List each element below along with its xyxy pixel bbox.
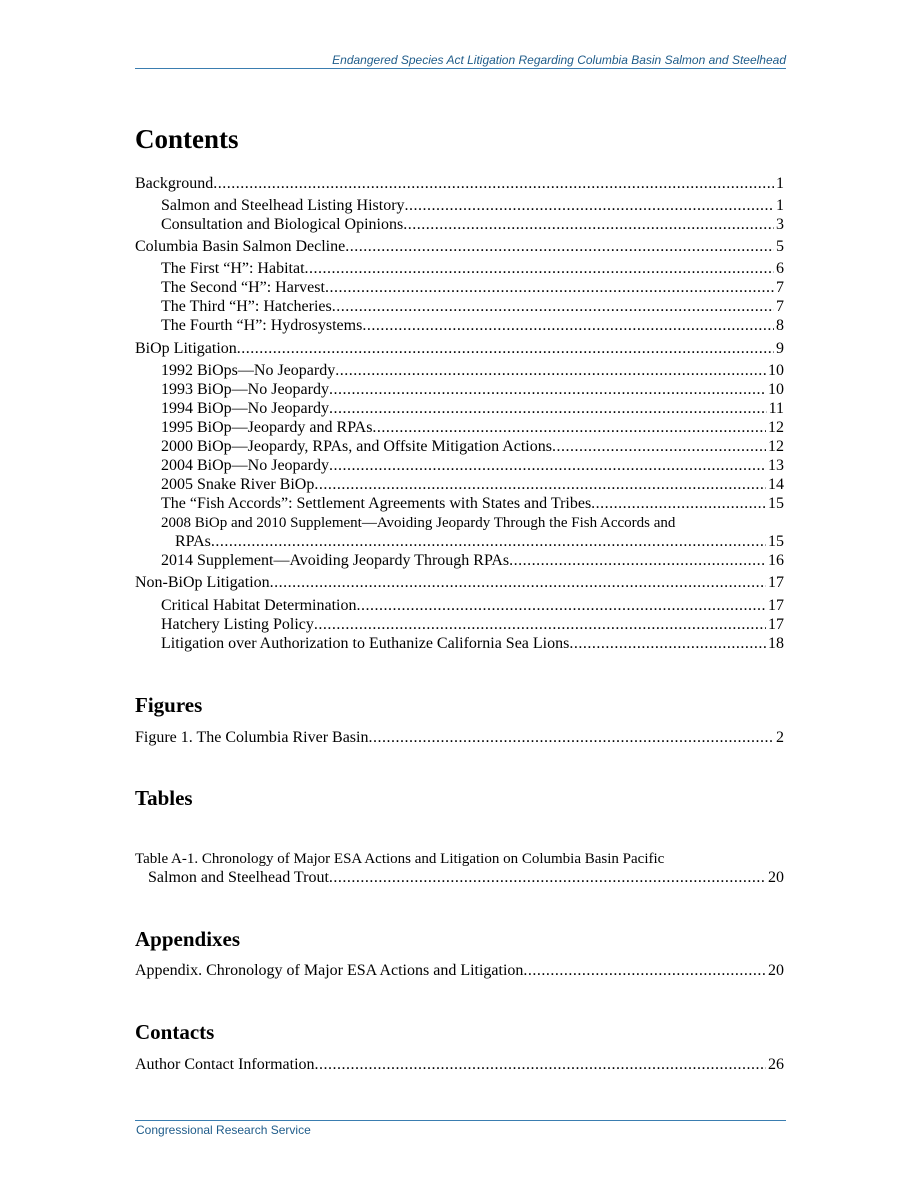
dot-leader bbox=[368, 729, 774, 747]
dot-leader bbox=[329, 457, 766, 475]
dot-leader bbox=[329, 400, 767, 418]
dot-leader bbox=[314, 616, 766, 634]
toc-label: BiOp Litigation bbox=[135, 340, 237, 357]
toc-entry-1994[interactable] bbox=[161, 400, 784, 419]
toc-entry-hydrosystems[interactable] bbox=[161, 317, 784, 336]
dot-leader bbox=[314, 476, 766, 494]
toc-entry-fish-accords[interactable] bbox=[161, 495, 784, 514]
toc-entry-2005[interactable] bbox=[161, 476, 784, 495]
toc-page: 17 bbox=[768, 597, 784, 614]
toc-label: RPAs bbox=[175, 533, 211, 550]
dot-leader bbox=[372, 419, 766, 437]
toc-entry-habitat[interactable] bbox=[161, 260, 784, 279]
toc-label: Litigation over Authorization to Euthanize California Sea Lions bbox=[161, 635, 570, 652]
toc-page: 20 bbox=[768, 962, 784, 979]
dot-leader bbox=[211, 533, 766, 551]
toc-entry-hatchery-policy[interactable] bbox=[161, 616, 784, 635]
toc-page: 9 bbox=[776, 340, 784, 357]
dot-leader bbox=[325, 279, 774, 297]
toc-page: 15 bbox=[768, 495, 784, 512]
toc-entry-1992[interactable] bbox=[161, 362, 784, 381]
toc-page: 13 bbox=[768, 457, 784, 474]
toc-page: 11 bbox=[768, 400, 784, 417]
appendixes-heading: Appendixes bbox=[135, 927, 241, 951]
toc-label: Author Contact Information bbox=[135, 1056, 315, 1073]
toc-label: Background bbox=[135, 175, 214, 192]
table-entry-a1-line1[interactable]: Table A-1. Chronology of Major ESA Actions and Litigation on Columbia Basin Pacific bbox=[135, 851, 665, 867]
toc-entry-2000[interactable] bbox=[161, 438, 784, 457]
toc-label: Salmon and Steelhead Trout bbox=[148, 869, 329, 886]
toc-page: 17 bbox=[768, 574, 784, 591]
toc-entry-non-biop[interactable] bbox=[135, 574, 784, 593]
toc-label: Hatchery Listing Policy bbox=[161, 616, 314, 633]
toc-page: 16 bbox=[768, 552, 784, 569]
toc-page: 1 bbox=[776, 197, 784, 214]
toc-label: Salmon and Steelhead Listing History bbox=[161, 197, 405, 214]
toc-page: 2 bbox=[776, 729, 784, 746]
toc-label: 2014 Supplement—Avoiding Jeopardy Through RPAs bbox=[161, 552, 510, 569]
toc-entry-2014[interactable] bbox=[161, 552, 784, 571]
toc-label: 1993 BiOp—No Jeopardy bbox=[161, 381, 329, 398]
toc-page: 7 bbox=[776, 279, 784, 296]
dot-leader bbox=[362, 317, 774, 335]
tables-heading: Tables bbox=[135, 786, 193, 810]
table-entry-a1[interactable] bbox=[148, 869, 784, 888]
toc-page: 10 bbox=[768, 362, 784, 379]
figures-heading: Figures bbox=[135, 693, 203, 717]
dot-leader bbox=[329, 869, 766, 887]
toc-page: 3 bbox=[776, 216, 784, 233]
dot-leader bbox=[329, 381, 766, 399]
header-rule bbox=[135, 68, 786, 69]
dot-leader bbox=[270, 574, 766, 592]
dot-leader bbox=[591, 495, 766, 513]
toc-label: The Fourth “H”: Hydrosystems bbox=[161, 317, 363, 334]
dot-leader bbox=[509, 552, 766, 570]
dot-leader bbox=[213, 175, 774, 193]
toc-label: The First “H”: Habitat bbox=[161, 260, 305, 277]
dot-leader bbox=[403, 216, 774, 234]
toc-label: 1992 BiOps—No Jeopardy bbox=[161, 362, 336, 379]
toc-entry-harvest[interactable] bbox=[161, 279, 784, 298]
toc-page: 14 bbox=[768, 476, 784, 493]
dot-leader bbox=[305, 260, 774, 278]
toc-label: 2004 BiOp—No Jeopardy bbox=[161, 457, 329, 474]
toc-page: 12 bbox=[768, 438, 784, 455]
toc-label: The “Fish Accords”: Settlement Agreements with States and Tribes bbox=[161, 495, 592, 512]
toc-entry-1993[interactable] bbox=[161, 381, 784, 400]
toc-entry-biop-litigation[interactable] bbox=[135, 340, 784, 359]
toc-page: 10 bbox=[768, 381, 784, 398]
toc-label: Critical Habitat Determination bbox=[161, 597, 357, 614]
toc-entry-2008[interactable] bbox=[175, 533, 784, 552]
toc-page: 26 bbox=[768, 1056, 784, 1073]
toc-page: 6 bbox=[776, 260, 784, 277]
dot-leader bbox=[405, 197, 774, 215]
dot-leader bbox=[523, 962, 766, 980]
toc-label: 2005 Snake River BiOp bbox=[161, 476, 315, 493]
toc-label: 1995 BiOp—Jeopardy and RPAs bbox=[161, 419, 373, 436]
toc-page: 8 bbox=[776, 317, 784, 334]
running-footer: Congressional Research Service bbox=[136, 1123, 311, 1137]
toc-entry-hatcheries[interactable] bbox=[161, 298, 784, 317]
toc-label: Figure 1. The Columbia River Basin bbox=[135, 729, 369, 746]
toc-label: Non-BiOp Litigation bbox=[135, 574, 270, 591]
toc-label: Columbia Basin Salmon Decline bbox=[135, 238, 346, 255]
figure-entry-1[interactable] bbox=[135, 729, 784, 748]
toc-entry-2004[interactable] bbox=[161, 457, 784, 476]
toc-page: 18 bbox=[768, 635, 784, 652]
dot-leader bbox=[315, 1056, 766, 1074]
toc-entry-2008-line1[interactable]: 2008 BiOp and 2010 Supplement—Avoiding Jeopardy Through the Fish Accords and bbox=[161, 515, 676, 531]
toc-entry-1995[interactable] bbox=[161, 419, 784, 438]
toc-label: 1994 BiOp—No Jeopardy bbox=[161, 400, 329, 417]
dot-leader bbox=[569, 635, 766, 653]
toc-entry-critical-habitat[interactable] bbox=[161, 597, 784, 616]
appendix-entry[interactable] bbox=[135, 962, 784, 981]
dot-leader bbox=[237, 340, 774, 358]
toc-page: 15 bbox=[768, 533, 784, 550]
toc-label: Consultation and Biological Opinions bbox=[161, 216, 404, 233]
toc-label: 2000 BiOp—Jeopardy, RPAs, and Offsite Mitigation Actions bbox=[161, 438, 552, 455]
toc-entry-salmon-decline[interactable] bbox=[135, 238, 784, 257]
toc-label: The Second “H”: Harvest bbox=[161, 279, 325, 296]
contacts-heading: Contacts bbox=[135, 1020, 215, 1044]
dot-leader bbox=[335, 362, 766, 380]
toc-page: 1 bbox=[776, 175, 784, 192]
dot-leader bbox=[345, 238, 774, 256]
toc-page: 12 bbox=[768, 419, 784, 436]
toc-entry-consultation[interactable] bbox=[161, 216, 784, 235]
toc-page: 20 bbox=[768, 869, 784, 886]
toc-page: 17 bbox=[768, 616, 784, 633]
contents-heading: Contents bbox=[135, 124, 239, 154]
toc-entry-listing-history[interactable] bbox=[161, 197, 784, 216]
running-header: Endangered Species Act Litigation Regarding Columbia Basin Salmon and Steelhead bbox=[332, 53, 786, 67]
dot-leader bbox=[332, 298, 774, 316]
toc-label: The Third “H”: Hatcheries bbox=[161, 298, 332, 315]
toc-page: 7 bbox=[776, 298, 784, 315]
contact-entry[interactable] bbox=[135, 1056, 784, 1075]
dot-leader bbox=[357, 597, 767, 615]
toc-label: Appendix. Chronology of Major ESA Actions and Litigation bbox=[135, 962, 524, 979]
dot-leader bbox=[552, 438, 766, 456]
toc-entry-sea-lions[interactable] bbox=[161, 635, 784, 654]
toc-page: 5 bbox=[776, 238, 784, 255]
toc-entry-background[interactable] bbox=[135, 175, 784, 194]
footer-rule bbox=[135, 1120, 786, 1121]
